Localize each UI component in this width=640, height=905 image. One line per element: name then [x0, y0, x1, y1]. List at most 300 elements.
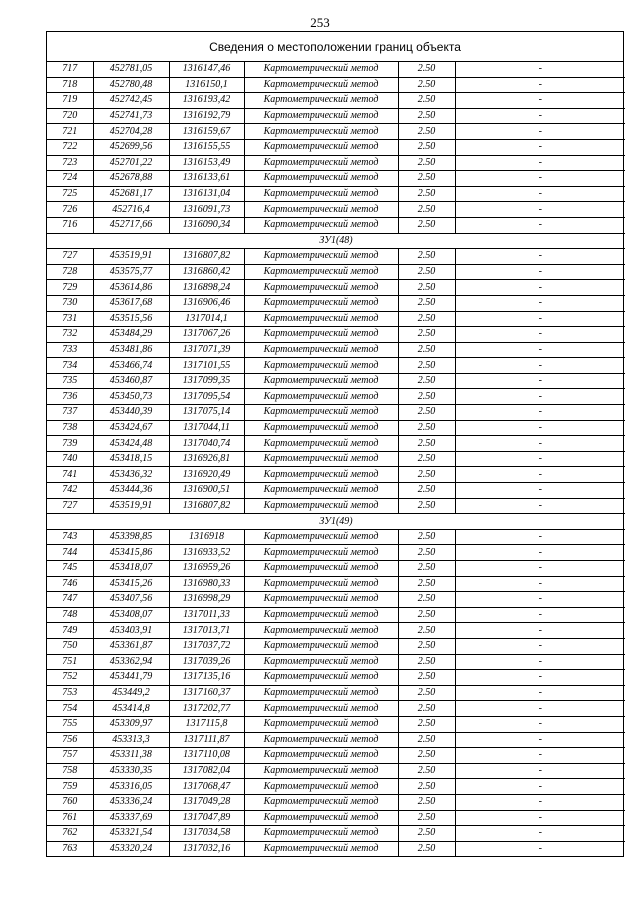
y-coordinate-cell: 1316807,82: [169, 249, 244, 265]
point-number-cell: 721: [47, 124, 93, 140]
x-coordinate-cell: 453460,87: [93, 373, 169, 389]
point-number-cell: 724: [47, 171, 93, 187]
x-coordinate-cell: 453519,91: [93, 498, 169, 514]
table-row: [47, 763, 625, 779]
precision-cell: 2.50: [398, 498, 455, 514]
table-row: [47, 420, 625, 436]
method-cell: Картометрический метод: [244, 763, 398, 779]
x-coordinate-cell: 452681,17: [93, 186, 169, 202]
y-coordinate-cell: 1316906,46: [169, 295, 244, 311]
table-row: [47, 108, 625, 124]
precision-cell: 2.50: [398, 389, 455, 405]
note-cell: -: [455, 467, 625, 483]
precision-cell: 2.50: [398, 685, 455, 701]
precision-cell: 2.50: [398, 654, 455, 670]
section-label: ЗУ1(48): [47, 233, 625, 249]
table-row: [47, 436, 625, 452]
precision-cell: 2.50: [398, 202, 455, 218]
note-cell: -: [455, 451, 625, 467]
precision-cell: 2.50: [398, 529, 455, 545]
method-cell: Картометрический метод: [244, 420, 398, 436]
y-coordinate-cell: 1317014,1: [169, 311, 244, 327]
table-row: [47, 607, 625, 623]
precision-cell: 2.50: [398, 545, 455, 561]
table-row: [47, 280, 625, 296]
method-cell: Картометрический метод: [244, 685, 398, 701]
precision-cell: 2.50: [398, 405, 455, 421]
x-coordinate-cell: 453481,86: [93, 342, 169, 358]
method-cell: Картометрический метод: [244, 576, 398, 592]
page-number: 253: [310, 15, 330, 30]
table-row: [47, 217, 625, 233]
note-cell: -: [455, 779, 625, 795]
note-cell: -: [455, 108, 625, 124]
x-coordinate-cell: 453436,32: [93, 467, 169, 483]
table-row: [47, 467, 625, 483]
note-cell: -: [455, 358, 625, 374]
point-number-cell: 731: [47, 311, 93, 327]
y-coordinate-cell: 1317075,14: [169, 405, 244, 421]
point-number-cell: 741: [47, 467, 93, 483]
table-row: [47, 576, 625, 592]
point-number-cell: 756: [47, 732, 93, 748]
method-cell: Картометрический метод: [244, 264, 398, 280]
note-cell: -: [455, 77, 625, 93]
method-cell: Картометрический метод: [244, 483, 398, 499]
note-cell: -: [455, 436, 625, 452]
precision-cell: 2.50: [398, 810, 455, 826]
x-coordinate-cell: 453418,15: [93, 451, 169, 467]
table-row: [47, 545, 625, 561]
method-cell: Картометрический метод: [244, 217, 398, 233]
precision-cell: 2.50: [398, 77, 455, 93]
point-number-cell: 729: [47, 280, 93, 296]
method-cell: Картометрический метод: [244, 342, 398, 358]
method-cell: Картометрический метод: [244, 93, 398, 109]
x-coordinate-cell: 453398,85: [93, 529, 169, 545]
precision-cell: 2.50: [398, 623, 455, 639]
note-cell: -: [455, 295, 625, 311]
point-number-cell: 734: [47, 358, 93, 374]
precision-cell: 2.50: [398, 311, 455, 327]
precision-cell: 2.50: [398, 748, 455, 764]
precision-cell: 2.50: [398, 732, 455, 748]
y-coordinate-cell: 1316192,79: [169, 108, 244, 124]
x-coordinate-cell: 453311,38: [93, 748, 169, 764]
precision-cell: 2.50: [398, 155, 455, 171]
precision-cell: 2.50: [398, 701, 455, 717]
point-number-cell: 728: [47, 264, 93, 280]
precision-cell: 2.50: [398, 295, 455, 311]
table-row: [47, 810, 625, 826]
y-coordinate-cell: 1316133,61: [169, 171, 244, 187]
note-cell: -: [455, 217, 625, 233]
precision-cell: 2.50: [398, 436, 455, 452]
table-row: [47, 451, 625, 467]
note-cell: -: [455, 810, 625, 826]
point-number-cell: 720: [47, 108, 93, 124]
x-coordinate-cell: 453403,91: [93, 623, 169, 639]
coordinates-table: [47, 62, 625, 856]
table-row: [47, 311, 625, 327]
y-coordinate-cell: 1316926,81: [169, 451, 244, 467]
point-number-cell: 719: [47, 93, 93, 109]
point-number-cell: 753: [47, 685, 93, 701]
method-cell: Картометрический метод: [244, 389, 398, 405]
table-row: [47, 701, 625, 717]
y-coordinate-cell: 1317044,11: [169, 420, 244, 436]
x-coordinate-cell: 453444,36: [93, 483, 169, 499]
precision-cell: 2.50: [398, 327, 455, 343]
y-coordinate-cell: 1317110,08: [169, 748, 244, 764]
table-row: [47, 498, 625, 514]
precision-cell: 2.50: [398, 561, 455, 577]
y-coordinate-cell: 1316159,67: [169, 124, 244, 140]
x-coordinate-cell: 453614,86: [93, 280, 169, 296]
x-coordinate-cell: 453316,05: [93, 779, 169, 795]
precision-cell: 2.50: [398, 62, 455, 77]
note-cell: -: [455, 311, 625, 327]
method-cell: Картометрический метод: [244, 405, 398, 421]
method-cell: Картометрический метод: [244, 826, 398, 842]
y-coordinate-cell: 1316090,34: [169, 217, 244, 233]
x-coordinate-cell: 453321,54: [93, 826, 169, 842]
precision-cell: 2.50: [398, 467, 455, 483]
point-number-cell: 725: [47, 186, 93, 202]
precision-cell: 2.50: [398, 483, 455, 499]
precision-cell: 2.50: [398, 93, 455, 109]
point-number-cell: 748: [47, 607, 93, 623]
method-cell: Картометрический метод: [244, 171, 398, 187]
note-cell: -: [455, 561, 625, 577]
x-coordinate-cell: 452699,56: [93, 139, 169, 155]
note-cell: -: [455, 826, 625, 842]
y-coordinate-cell: 1316807,82: [169, 498, 244, 514]
y-coordinate-cell: 1316153,49: [169, 155, 244, 171]
method-cell: Картометрический метод: [244, 529, 398, 545]
note-cell: -: [455, 342, 625, 358]
table-row: [47, 826, 625, 842]
y-coordinate-cell: 1317013,71: [169, 623, 244, 639]
y-coordinate-cell: 1316918: [169, 529, 244, 545]
note-cell: -: [455, 93, 625, 109]
table-row: [47, 638, 625, 654]
note-cell: -: [455, 483, 625, 499]
point-number-cell: 751: [47, 654, 93, 670]
x-coordinate-cell: 453440,39: [93, 405, 169, 421]
x-coordinate-cell: 453309,97: [93, 716, 169, 732]
table-row: [47, 405, 625, 421]
note-cell: -: [455, 186, 625, 202]
y-coordinate-cell: 1316900,51: [169, 483, 244, 499]
note-cell: -: [455, 841, 625, 856]
point-number-cell: 717: [47, 62, 93, 77]
y-coordinate-cell: 1317071,39: [169, 342, 244, 358]
method-cell: Картометрический метод: [244, 701, 398, 717]
table-row: [47, 794, 625, 810]
table-row: [47, 732, 625, 748]
method-cell: Картометрический метод: [244, 202, 398, 218]
method-cell: Картометрический метод: [244, 62, 398, 77]
note-cell: -: [455, 202, 625, 218]
note-cell: -: [455, 420, 625, 436]
x-coordinate-cell: 453415,26: [93, 576, 169, 592]
table-row: [47, 483, 625, 499]
note-cell: -: [455, 716, 625, 732]
x-coordinate-cell: 453320,24: [93, 841, 169, 856]
y-coordinate-cell: 1317111,87: [169, 732, 244, 748]
precision-cell: 2.50: [398, 358, 455, 374]
x-coordinate-cell: 452742,45: [93, 93, 169, 109]
y-coordinate-cell: 1316131,04: [169, 186, 244, 202]
x-coordinate-cell: 453415,86: [93, 545, 169, 561]
point-number-cell: 750: [47, 638, 93, 654]
note-cell: -: [455, 701, 625, 717]
y-coordinate-cell: 1317034,58: [169, 826, 244, 842]
precision-cell: 2.50: [398, 607, 455, 623]
point-number-cell: 723: [47, 155, 93, 171]
table-row: [47, 295, 625, 311]
point-number-cell: 755: [47, 716, 93, 732]
method-cell: Картометрический метод: [244, 139, 398, 155]
point-number-cell: 740: [47, 451, 93, 467]
precision-cell: 2.50: [398, 779, 455, 795]
point-number-cell: 754: [47, 701, 93, 717]
y-coordinate-cell: 1316860,42: [169, 264, 244, 280]
table-row: [47, 62, 625, 77]
y-coordinate-cell: 1317047,89: [169, 810, 244, 826]
table-row: [47, 186, 625, 202]
coordinates-sheet: [46, 31, 624, 857]
method-cell: Картометрический метод: [244, 841, 398, 856]
table-row: [47, 685, 625, 701]
method-cell: Картометрический метод: [244, 716, 398, 732]
table-row: [47, 670, 625, 686]
note-cell: -: [455, 545, 625, 561]
section-row: [47, 514, 625, 530]
x-coordinate-cell: 453336,24: [93, 794, 169, 810]
precision-cell: 2.50: [398, 794, 455, 810]
note-cell: -: [455, 607, 625, 623]
y-coordinate-cell: 1317082,04: [169, 763, 244, 779]
method-cell: Картометрический метод: [244, 436, 398, 452]
method-cell: Картометрический метод: [244, 249, 398, 265]
precision-cell: 2.50: [398, 451, 455, 467]
y-coordinate-cell: 1316920,49: [169, 467, 244, 483]
precision-cell: 2.50: [398, 638, 455, 654]
note-cell: -: [455, 576, 625, 592]
x-coordinate-cell: 453361,87: [93, 638, 169, 654]
table-row: [47, 716, 625, 732]
point-number-cell: 743: [47, 529, 93, 545]
table-row: [47, 327, 625, 343]
method-cell: Картометрический метод: [244, 373, 398, 389]
x-coordinate-cell: 452780,48: [93, 77, 169, 93]
table-row: [47, 77, 625, 93]
precision-cell: 2.50: [398, 576, 455, 592]
y-coordinate-cell: 1316980,33: [169, 576, 244, 592]
y-coordinate-cell: 1317160,37: [169, 685, 244, 701]
note-cell: -: [455, 264, 625, 280]
note-cell: -: [455, 654, 625, 670]
table-row: [47, 171, 625, 187]
y-coordinate-cell: 1317101,55: [169, 358, 244, 374]
x-coordinate-cell: 453418,07: [93, 561, 169, 577]
x-coordinate-cell: 452717,66: [93, 217, 169, 233]
x-coordinate-cell: 453484,29: [93, 327, 169, 343]
method-cell: Картометрический метод: [244, 654, 398, 670]
table-title: Сведения о местоположении границ объекта: [47, 32, 623, 62]
x-coordinate-cell: 453424,48: [93, 436, 169, 452]
point-number-cell: 745: [47, 561, 93, 577]
method-cell: Картометрический метод: [244, 311, 398, 327]
table-row: [47, 342, 625, 358]
precision-cell: 2.50: [398, 186, 455, 202]
y-coordinate-cell: 1317040,74: [169, 436, 244, 452]
y-coordinate-cell: 1317011,33: [169, 607, 244, 623]
note-cell: -: [455, 763, 625, 779]
precision-cell: 2.50: [398, 841, 455, 856]
table-row: [47, 139, 625, 155]
note-cell: -: [455, 171, 625, 187]
method-cell: Картометрический метод: [244, 77, 398, 93]
table-row: [47, 748, 625, 764]
point-number-cell: 737: [47, 405, 93, 421]
note-cell: -: [455, 389, 625, 405]
table-row: [47, 779, 625, 795]
method-cell: Картометрический метод: [244, 779, 398, 795]
method-cell: Картометрический метод: [244, 451, 398, 467]
method-cell: Картометрический метод: [244, 295, 398, 311]
x-coordinate-cell: 453441,79: [93, 670, 169, 686]
note-cell: -: [455, 327, 625, 343]
precision-cell: 2.50: [398, 826, 455, 842]
method-cell: Картометрический метод: [244, 545, 398, 561]
precision-cell: 2.50: [398, 670, 455, 686]
point-number-cell: 732: [47, 327, 93, 343]
method-cell: Картометрический метод: [244, 327, 398, 343]
method-cell: Картометрический метод: [244, 186, 398, 202]
y-coordinate-cell: 1317202,77: [169, 701, 244, 717]
point-number-cell: 761: [47, 810, 93, 826]
y-coordinate-cell: 1317032,16: [169, 841, 244, 856]
note-cell: -: [455, 155, 625, 171]
x-coordinate-cell: 452781,05: [93, 62, 169, 77]
x-coordinate-cell: 453337,69: [93, 810, 169, 826]
x-coordinate-cell: 453617,68: [93, 295, 169, 311]
y-coordinate-cell: 1317068,47: [169, 779, 244, 795]
note-cell: -: [455, 638, 625, 654]
y-coordinate-cell: 1317067,26: [169, 327, 244, 343]
precision-cell: 2.50: [398, 420, 455, 436]
x-coordinate-cell: 452716,4: [93, 202, 169, 218]
method-cell: Картометрический метод: [244, 638, 398, 654]
y-coordinate-cell: 1317099,35: [169, 373, 244, 389]
y-coordinate-cell: 1316998,29: [169, 592, 244, 608]
table-row: [47, 841, 625, 856]
method-cell: Картометрический метод: [244, 561, 398, 577]
point-number-cell: 727: [47, 249, 93, 265]
point-number-cell: 746: [47, 576, 93, 592]
precision-cell: 2.50: [398, 592, 455, 608]
table-row: [47, 249, 625, 265]
x-coordinate-cell: 453330,35: [93, 763, 169, 779]
point-number-cell: 747: [47, 592, 93, 608]
y-coordinate-cell: 1317115,8: [169, 716, 244, 732]
precision-cell: 2.50: [398, 763, 455, 779]
point-number-cell: 744: [47, 545, 93, 561]
note-cell: -: [455, 280, 625, 296]
precision-cell: 2.50: [398, 124, 455, 140]
note-cell: -: [455, 732, 625, 748]
point-number-cell: 718: [47, 77, 93, 93]
y-coordinate-cell: 1316193,42: [169, 93, 244, 109]
x-coordinate-cell: 453408,07: [93, 607, 169, 623]
point-number-cell: 733: [47, 342, 93, 358]
precision-cell: 2.50: [398, 373, 455, 389]
note-cell: -: [455, 139, 625, 155]
note-cell: -: [455, 498, 625, 514]
point-number-cell: 760: [47, 794, 93, 810]
x-coordinate-cell: 453450,73: [93, 389, 169, 405]
x-coordinate-cell: 453313,3: [93, 732, 169, 748]
point-number-cell: 727: [47, 498, 93, 514]
precision-cell: 2.50: [398, 264, 455, 280]
precision-cell: 2.50: [398, 171, 455, 187]
y-coordinate-cell: 1316147,46: [169, 62, 244, 77]
point-number-cell: 716: [47, 217, 93, 233]
table-row: [47, 561, 625, 577]
point-number-cell: 735: [47, 373, 93, 389]
method-cell: Картометрический метод: [244, 498, 398, 514]
note-cell: -: [455, 623, 625, 639]
x-coordinate-cell: 453424,67: [93, 420, 169, 436]
table-row: [47, 202, 625, 218]
y-coordinate-cell: 1316150,1: [169, 77, 244, 93]
method-cell: Картометрический метод: [244, 280, 398, 296]
y-coordinate-cell: 1317037,72: [169, 638, 244, 654]
precision-cell: 2.50: [398, 249, 455, 265]
table-row: [47, 124, 625, 140]
y-coordinate-cell: 1316091,73: [169, 202, 244, 218]
method-cell: Картометрический метод: [244, 467, 398, 483]
table-row: [47, 93, 625, 109]
method-cell: Картометрический метод: [244, 124, 398, 140]
table-row: [47, 654, 625, 670]
table-row: [47, 155, 625, 171]
y-coordinate-cell: 1317039,26: [169, 654, 244, 670]
point-number-cell: 762: [47, 826, 93, 842]
y-coordinate-cell: 1316155,55: [169, 139, 244, 155]
note-cell: -: [455, 529, 625, 545]
point-number-cell: 726: [47, 202, 93, 218]
x-coordinate-cell: 453407,56: [93, 592, 169, 608]
x-coordinate-cell: 452704,28: [93, 124, 169, 140]
y-coordinate-cell: 1316933,52: [169, 545, 244, 561]
table-row: [47, 264, 625, 280]
note-cell: -: [455, 62, 625, 77]
table-row: [47, 358, 625, 374]
note-cell: -: [455, 685, 625, 701]
point-number-cell: 763: [47, 841, 93, 856]
x-coordinate-cell: 452678,88: [93, 171, 169, 187]
method-cell: Картометрический метод: [244, 607, 398, 623]
x-coordinate-cell: 453414,8: [93, 701, 169, 717]
method-cell: Картометрический метод: [244, 592, 398, 608]
table-row: [47, 623, 625, 639]
note-cell: -: [455, 592, 625, 608]
precision-cell: 2.50: [398, 139, 455, 155]
